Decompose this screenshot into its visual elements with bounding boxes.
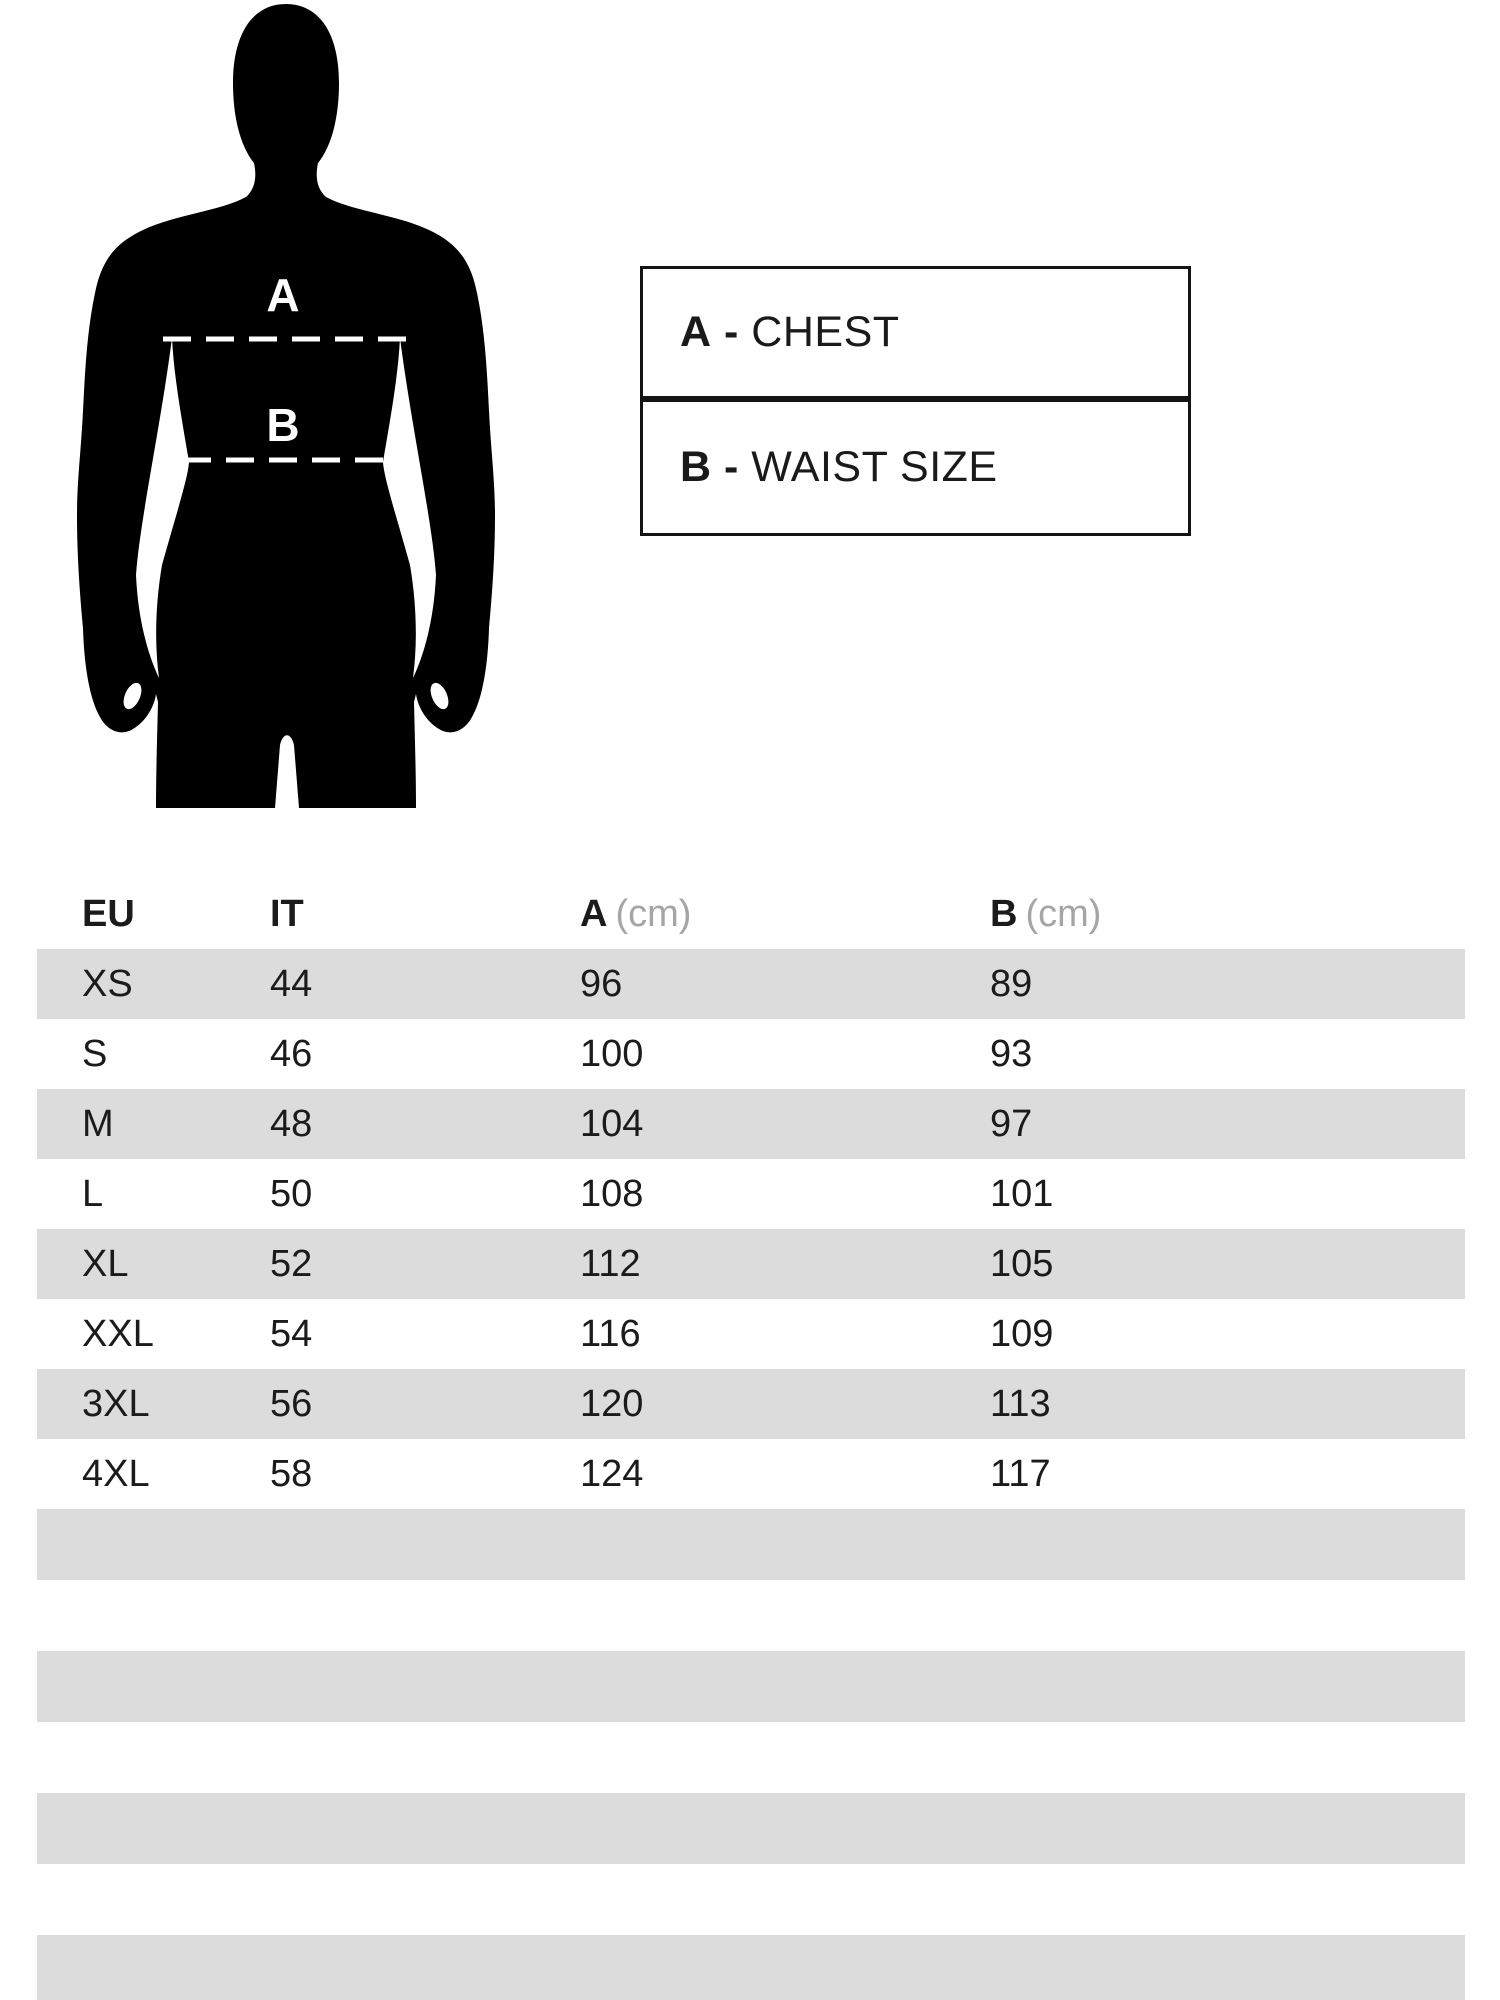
cell-eu: S — [82, 1032, 108, 1075]
legend-waist — [640, 399, 1191, 536]
header-b — [990, 893, 1465, 936]
cell-it: 48 — [270, 1102, 313, 1145]
table-row — [37, 1089, 1465, 1159]
empty-row — [37, 1793, 1465, 1864]
header-b-unit: (cm) — [1025, 893, 1102, 935]
table-row — [37, 949, 1465, 1019]
empty-row — [37, 1580, 1465, 1651]
legend-waist-label: WAIST SIZE — [751, 443, 998, 491]
cell-it: 52 — [270, 1242, 313, 1285]
legend-chest — [640, 266, 1191, 399]
cell-a: 112 — [580, 1242, 641, 1285]
cell-b: 113 — [990, 1382, 1051, 1425]
cell-it: 54 — [270, 1312, 313, 1355]
table-row — [37, 1369, 1465, 1439]
legend-chest-key: A — [680, 308, 712, 356]
cell-it: 58 — [270, 1452, 313, 1495]
waist-marker-label: B — [266, 399, 300, 451]
table-body — [0, 949, 1500, 2000]
cell-a: 100 — [580, 1032, 644, 1075]
header-a-letter: A — [580, 893, 608, 935]
cell-b: 109 — [990, 1312, 1054, 1355]
header-b-letter: B — [990, 893, 1018, 935]
empty-row — [37, 1651, 1465, 1722]
table-row — [37, 1439, 1465, 1509]
measurement-legend — [640, 266, 1191, 536]
size-table — [0, 880, 1500, 2000]
cell-a: 96 — [580, 962, 623, 1005]
legend-chest-label: CHEST — [751, 308, 900, 356]
empty-row — [37, 1935, 1465, 2000]
table-row — [37, 1299, 1465, 1369]
cell-a: 104 — [580, 1102, 644, 1145]
cell-eu: XS — [82, 962, 133, 1005]
cell-it: 46 — [270, 1032, 313, 1075]
cell-a: 116 — [580, 1312, 641, 1355]
table-header-row — [37, 880, 1465, 949]
empty-row — [37, 1722, 1465, 1793]
male-body-silhouette-icon — [68, 0, 504, 810]
cell-b: 117 — [990, 1452, 1051, 1495]
empty-row — [37, 1509, 1465, 1580]
cell-it: 44 — [270, 962, 313, 1005]
cell-it: 56 — [270, 1382, 313, 1425]
empty-row — [37, 1864, 1465, 1935]
cell-a: 120 — [580, 1382, 644, 1425]
legend-chest-separator: - — [711, 308, 752, 356]
cell-b: 89 — [990, 962, 1033, 1005]
cell-b: 97 — [990, 1102, 1033, 1145]
cell-b: 93 — [990, 1032, 1033, 1075]
cell-a: 124 — [580, 1452, 644, 1495]
header-eu: EU — [82, 893, 135, 935]
chest-marker-label: A — [266, 269, 300, 321]
cell-eu: 4XL — [82, 1452, 150, 1495]
cell-it: 50 — [270, 1172, 313, 1215]
header-a — [580, 893, 990, 936]
cell-a: 108 — [580, 1172, 644, 1215]
table-row — [37, 1159, 1465, 1229]
cell-eu: L — [82, 1172, 104, 1215]
cell-eu: M — [82, 1102, 114, 1145]
header-a-unit: (cm) — [615, 893, 692, 935]
header-it: IT — [270, 893, 304, 935]
table-row — [37, 1229, 1465, 1299]
cell-b: 101 — [990, 1172, 1054, 1215]
cell-eu: 3XL — [82, 1382, 150, 1425]
legend-waist-key: B — [680, 443, 712, 491]
cell-b: 105 — [990, 1242, 1054, 1285]
cell-eu: XL — [82, 1242, 129, 1285]
legend-waist-separator: - — [711, 443, 752, 491]
table-row — [37, 1019, 1465, 1089]
cell-eu: XXL — [82, 1312, 154, 1355]
